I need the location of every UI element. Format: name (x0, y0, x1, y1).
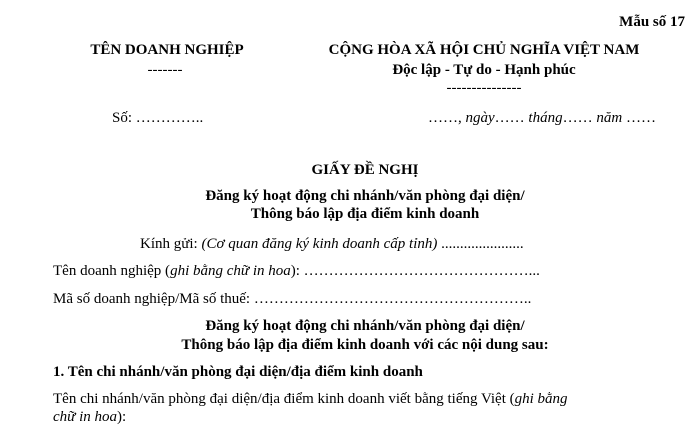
section-1-text: Tên chi nhánh/văn phòng đại diện/địa điểm kinh doanh viết bằng tiếng Việt ( (53, 391, 515, 407)
section-1-text-line-1 (53, 391, 568, 408)
document-number-label: Số: (112, 110, 133, 126)
document-number-dots: ………….. (135, 110, 204, 126)
form-number: Mẫu số 17 (619, 14, 685, 30)
document-title: GIẤY ĐỀ NGHỊ (311, 162, 419, 178)
section-1-note-end: ): (117, 409, 127, 425)
document-subtitle-line-2: Thông báo lập địa điểm kinh doanh (250, 206, 480, 222)
recipient-value: (Cơ quan đăng ký kinh doanh cấp tỉnh) (201, 236, 438, 252)
section-1-note-part-1: ghi bằng (514, 391, 568, 407)
recipient-line (140, 236, 524, 253)
company-name-label: Tên doanh nghiệp ( (53, 263, 171, 279)
date-line (428, 110, 656, 127)
date-year-label: năm (596, 110, 623, 126)
section-1-heading: 1. Tên chi nhánh/văn phòng đại diện/địa điểm kinh doanh (53, 364, 423, 380)
company-name-dots: ………………………………………... (299, 263, 540, 279)
company-name-field (53, 263, 540, 280)
motto-divider: --------------- (446, 80, 522, 96)
document-subtitle-line-1: Đăng ký hoạt động chi nhánh/văn phòng đại diện/ (205, 188, 525, 204)
tax-code-field (53, 291, 531, 308)
date-day-dots: …… (494, 110, 525, 126)
section-1-text-line-2 (53, 409, 126, 426)
company-divider: ------- (147, 62, 183, 78)
date-place-dots: ……, (428, 110, 462, 126)
recipient-label: Kính gửi: (140, 236, 198, 252)
date-month-dots: …… (562, 110, 593, 126)
date-month-label: tháng (528, 110, 563, 126)
company-name-heading: TÊN DOANH NGHIỆP (90, 42, 244, 58)
republic-heading: CỘNG HÒA XÃ HỘI CHỦ NGHĨA VIỆT NAM (328, 42, 640, 58)
tax-code-label: Mã số doanh nghiệp/Mã số thuế: (53, 291, 251, 307)
section-1-note-part-2: chữ in hoa (53, 409, 118, 425)
company-name-note: ghi bằng chữ in hoa (170, 263, 291, 279)
tax-code-dots: ……………………………………………….. (250, 291, 532, 307)
request-heading-line-1: Đăng ký hoạt động chi nhánh/văn phòng đại diện/ (205, 318, 525, 334)
company-name-label-end: ): (290, 263, 300, 279)
date-year-dots: …… (625, 110, 656, 126)
request-heading-line-2: Thông báo lập địa điểm kinh doanh với các nội dung sau: (181, 337, 549, 353)
recipient-dots: ...................... (437, 236, 524, 252)
date-day-label: ngày (465, 110, 495, 126)
document-number (112, 110, 203, 127)
national-motto: Độc lập - Tự do - Hạnh phúc (392, 62, 576, 78)
